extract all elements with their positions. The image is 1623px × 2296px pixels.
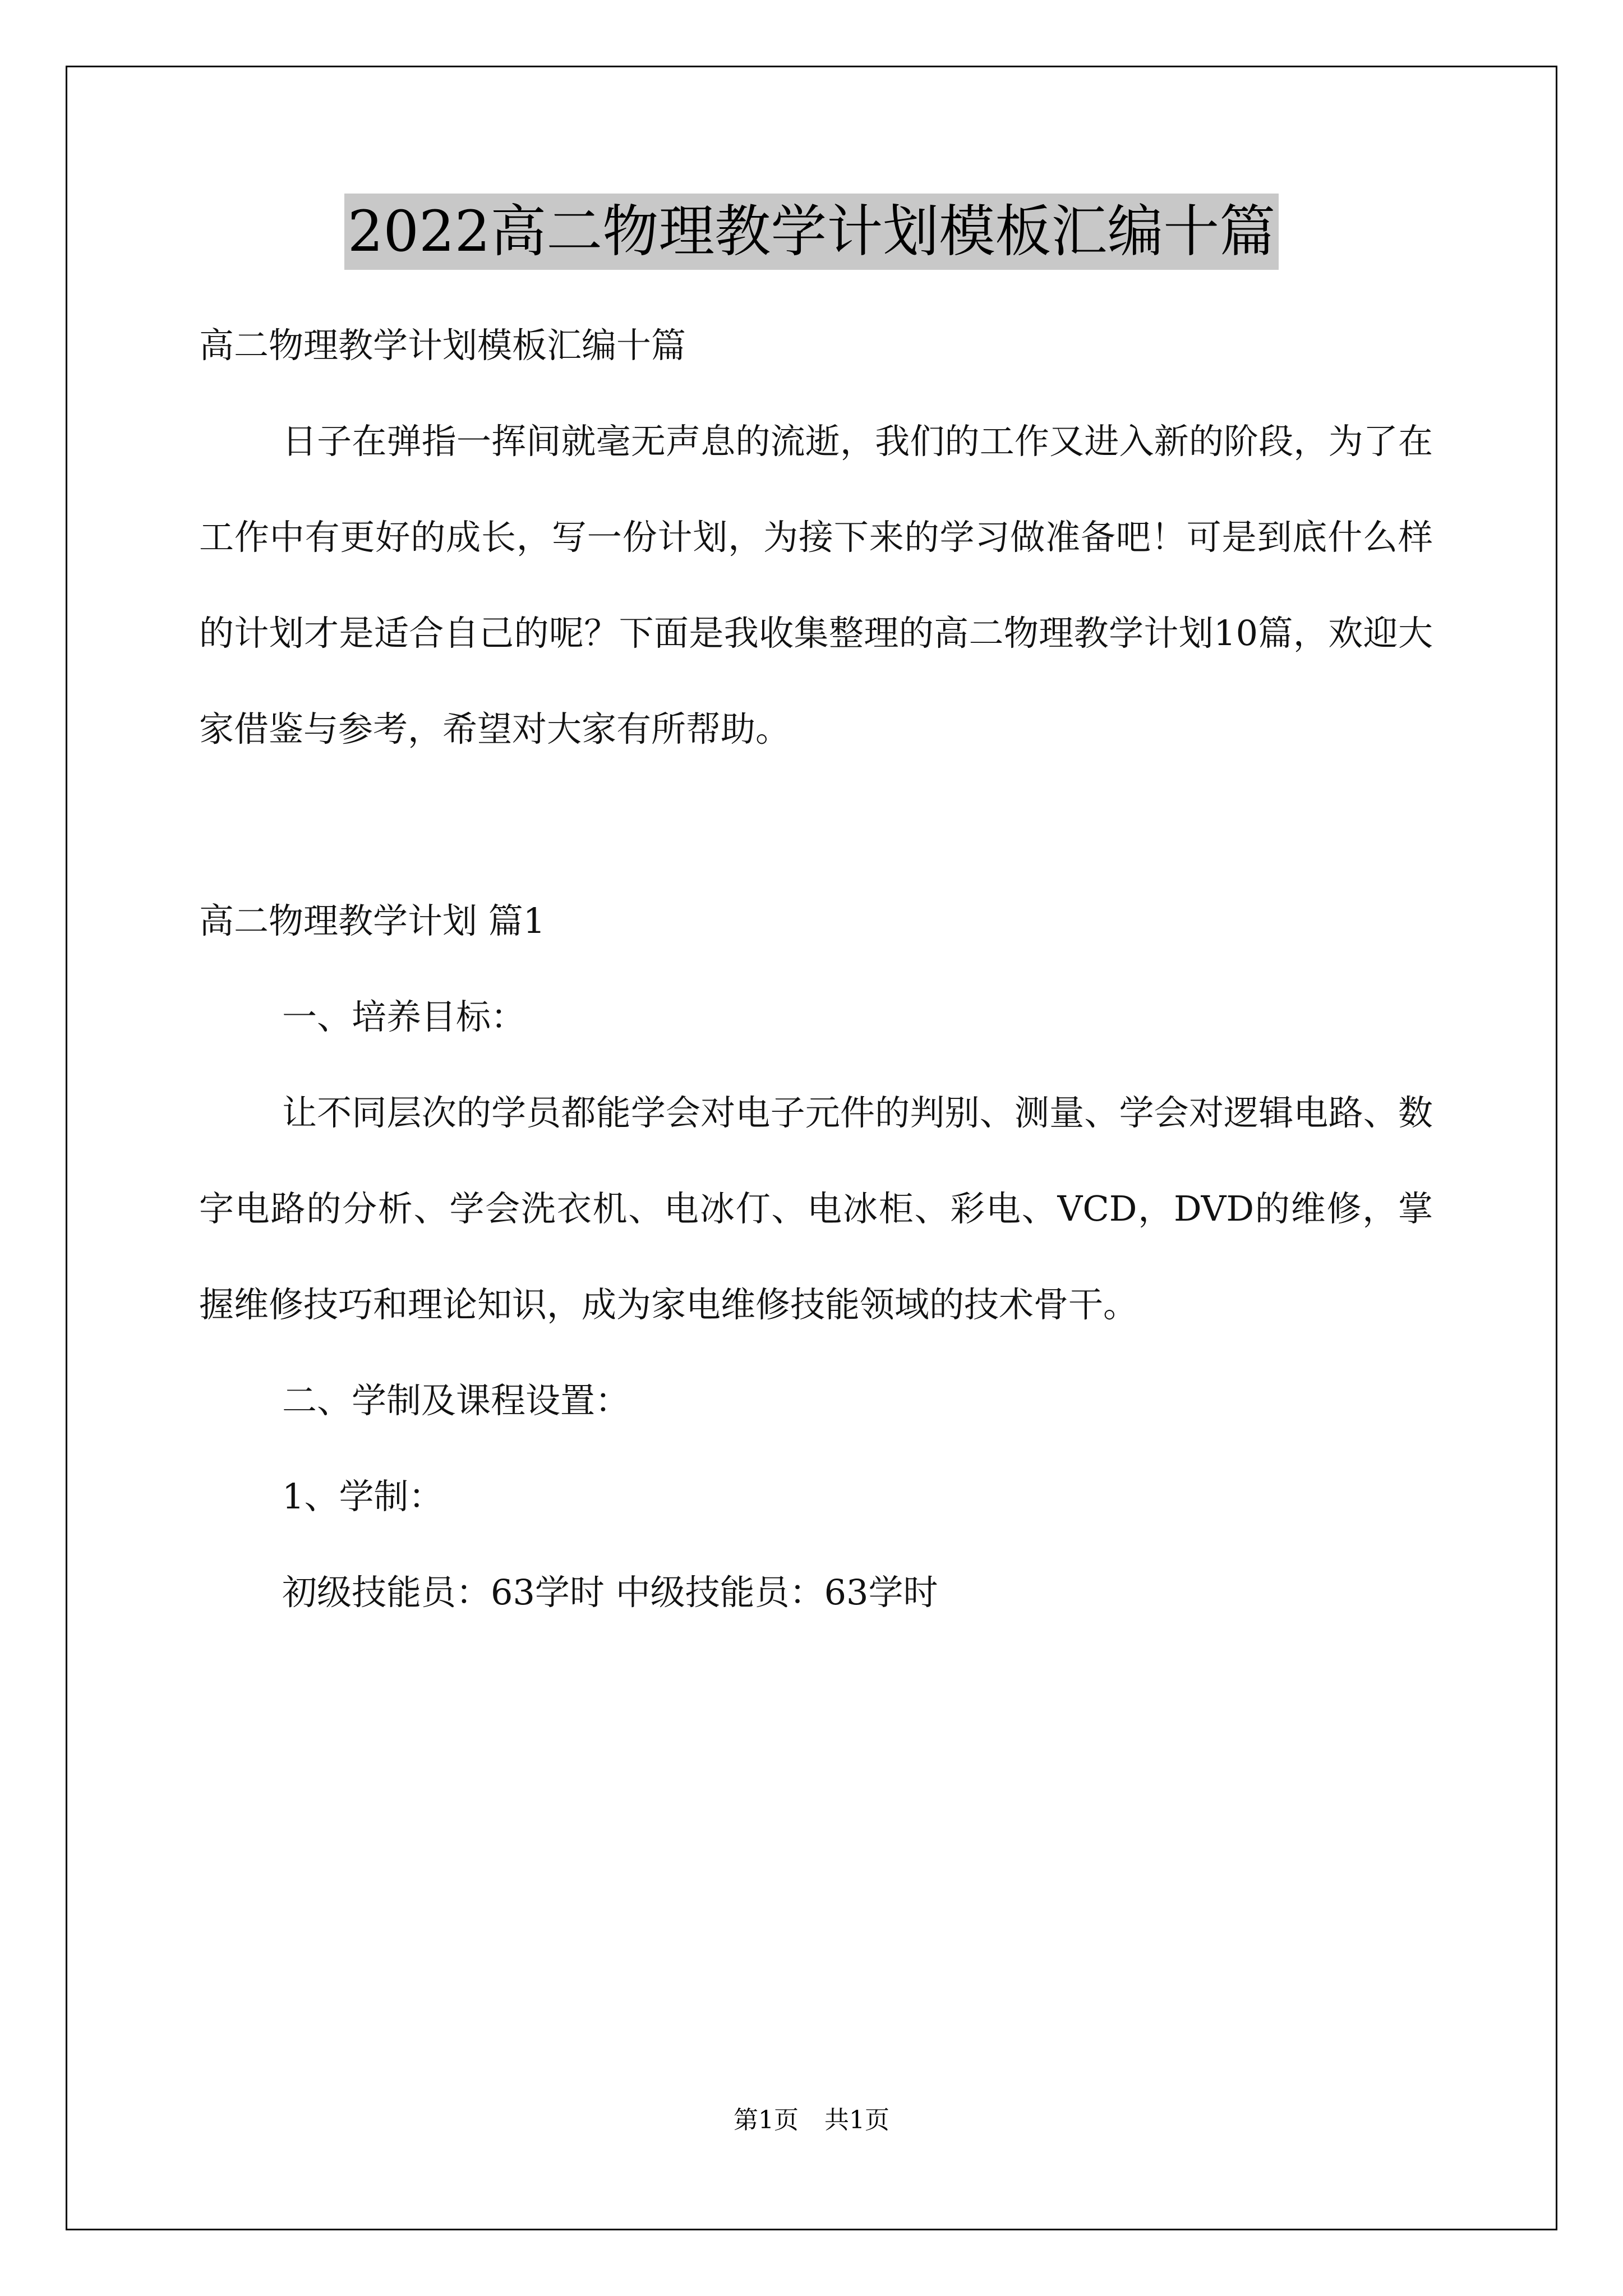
goal-paragraph: 让不同层次的学员都能学会对电子元件的判别、测量、学会对逻辑电路、数字电路的分析、学会洗衣机、电冰仃、电冰柜、彩电、VCD，DVD的维修，掌握维修技巧和理论知识，成为家电维修技能领域的技术骨干。 [199,1092,1433,1325]
page-footer [0,2104,1623,2137]
paragraph-spacer [199,777,1433,873]
document-title: 2022高二物理教学计划模板汇编十篇 [344,194,1279,270]
title-container [0,194,1623,270]
section-heading: 高二物理教学计划 篇1 [199,900,546,941]
system-heading: 二、学制及课程设置： [282,1380,630,1421]
page-number-current: 第1页 [734,2106,799,2134]
document-body [199,297,1433,1640]
page-number-total: 共1页 [824,2106,889,2134]
system-item-1: 1、学制： [282,1476,444,1517]
intro-paragraph: 日子在弹指一挥间就毫无声息的流逝，我们的工作又进入新的阶段，为了在工作中有更好的成长，写一份计划，为接下来的学习做准备吧！可是到底什么样的计划才是适合自己的呢？下面是我收集整理的高二物理教学计划10篇，欢迎大家借鉴与参考，希望对大家有所帮助。 [199,421,1433,749]
goal-heading: 一、培养目标： [282,996,526,1037]
document-subtitle: 高二物理教学计划模板汇编十篇 [199,325,686,366]
system-item-1-detail: 初级技能员：63学时 中级技能员：63学时 [282,1572,938,1613]
